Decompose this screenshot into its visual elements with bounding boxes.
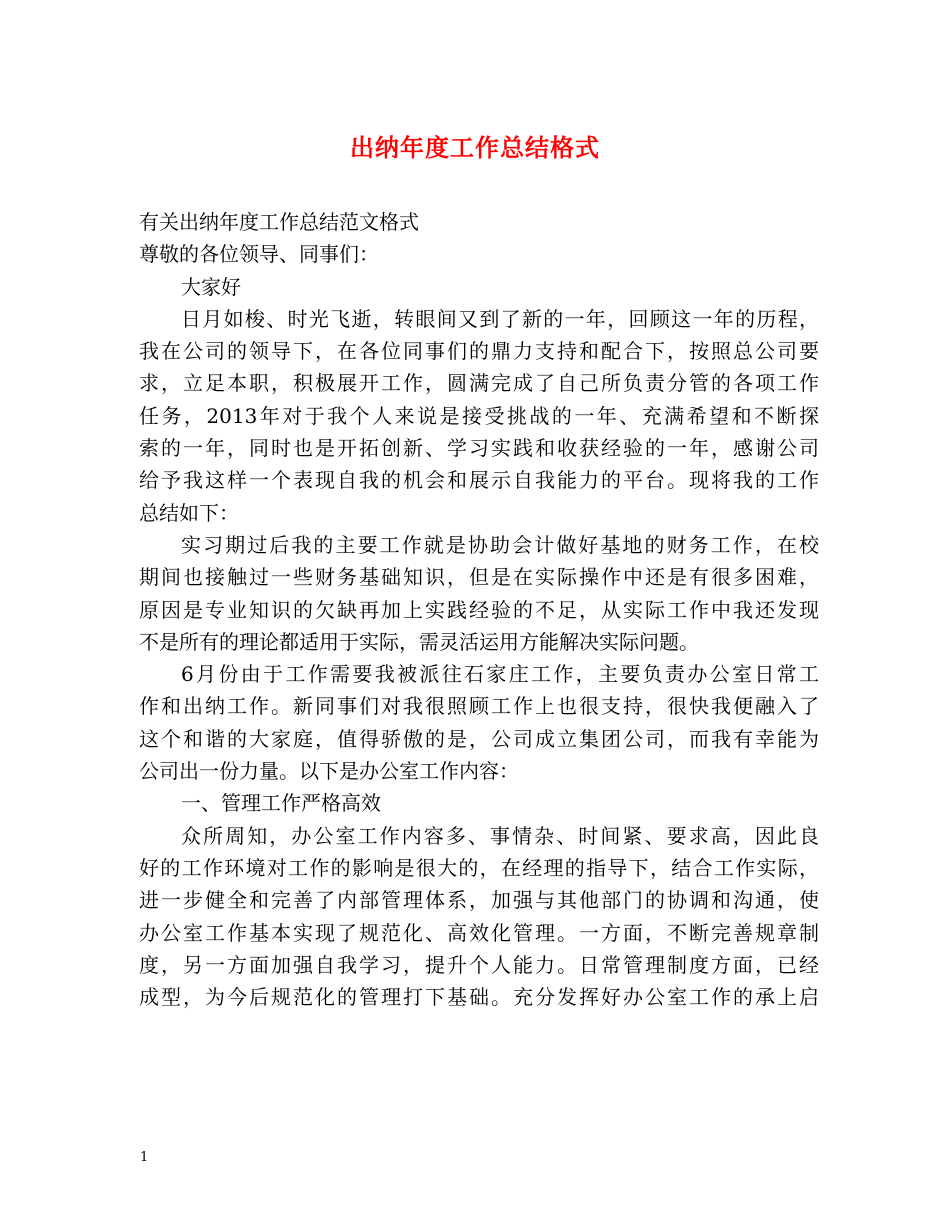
body-line: 众所周知，办公室工作内容多、事情杂、时间紧、要求高，因此良 (181, 823, 819, 848)
body-line: 这个和谐的大家庭，值得骄傲的是，公司成立集团公司，而我有幸能为 (139, 726, 819, 751)
body-line: 进一步健全和完善了内部管理体系，加强与其他部门的协调和沟通，使 (139, 888, 819, 913)
body-line: 公司出一份力量。以下是办公室工作内容： (139, 759, 519, 784)
body-line: 有关出纳年度工作总结范文格式 (139, 210, 419, 234)
body-line: 一、管理工作严格高效 (181, 791, 381, 816)
document-body (139, 206, 819, 1013)
body-line: 索的一年，同时也是开拓创新、学习实践和收获经验的一年，感谢公司 (139, 436, 819, 461)
body-line: 作和出纳工作。新同事们对我很照顾工作上也很支持，很快我便融入了 (139, 694, 819, 719)
body-line: 日月如梭、时光飞逝，转眼间又到了新的一年，回顾这一年的历程， (181, 306, 819, 331)
body-line: 期间也接触过一些财务基础知识，但是在实际操作中还是有很多困难， (139, 565, 819, 590)
body-line: 实习期过后我的主要工作就是协助会计做好基地的财务工作，在校 (181, 532, 819, 557)
body-line: 办公室工作基本实现了规范化、高效化管理。一方面，不断完善规章制 (139, 920, 819, 945)
body-line: 度，另一方面加强自我学习，提升个人能力。日常管理制度方面，已经 (139, 952, 819, 977)
body-line: 不是所有的理论都适用于实际，需灵活运用方能解决实际问题。 (139, 629, 699, 654)
body-line: 给予我这样一个表现自我的机会和展示自我能力的平台。现将我的工作 (139, 468, 819, 493)
body-line: 好的工作环境对工作的影响是很大的，在经理的指导下，结合工作实际， (139, 855, 819, 880)
body-line: 总结如下： (139, 500, 239, 525)
body-line: 尊敬的各位领导、同事们： (139, 242, 379, 267)
body-line: 任务，2013年对于我个人来说是接受挑战的一年、充满希望和不断探 (139, 403, 819, 428)
body-line: 大家好 (181, 274, 241, 299)
body-line: 6月份由于工作需要我被派往石家庄工作，主要负责办公室日常工 (181, 662, 819, 687)
body-line: 成型，为今后规范化的管理打下基础。充分发挥好办公室工作的承上启 (139, 985, 819, 1010)
page-number: 1 (140, 1150, 149, 1165)
document-title: 出纳年度工作总结格式 (350, 133, 600, 162)
body-line: 原因是专业知识的欠缺再加上实践经验的不足，从实际工作中我还发现 (139, 597, 819, 622)
body-line: 求，立足本职，积极展开工作，圆满完成了自己所负责分管的各项工作 (139, 371, 819, 396)
body-line: 我在公司的领导下，在各位同事们的鼎力支持和配合下，按照总公司要 (139, 339, 819, 364)
